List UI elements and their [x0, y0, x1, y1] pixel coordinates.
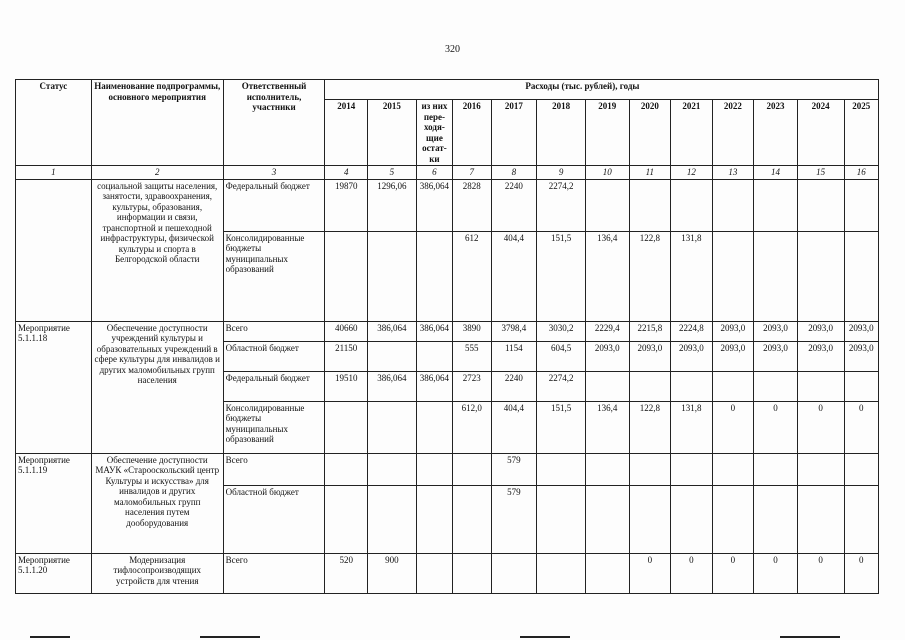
- header-responsible: Ответственный исполнитель, участники: [223, 80, 325, 166]
- value-cell: [491, 553, 537, 593]
- value-cell: [797, 453, 844, 485]
- value-cell: [844, 485, 879, 553]
- value-cell: [671, 453, 713, 485]
- value-cell: 2723: [453, 371, 491, 401]
- value-cell: 2274,2: [537, 371, 586, 401]
- value-cell: 579: [491, 485, 537, 553]
- value-cell: 21150: [325, 341, 368, 371]
- value-cell: [712, 179, 754, 231]
- year-header: 2020: [629, 100, 671, 166]
- column-number-row: [16, 166, 879, 180]
- year-header: 2019: [585, 100, 629, 166]
- value-cell: 0: [844, 553, 879, 593]
- value-cell: [671, 371, 713, 401]
- scan-artifact: [30, 636, 70, 638]
- header-status: Статус: [16, 80, 92, 166]
- value-cell: 386,064: [416, 321, 452, 341]
- value-cell: 2093,0: [712, 321, 754, 341]
- value-cell: [844, 371, 879, 401]
- value-cell: 0: [754, 401, 798, 453]
- responsible-cell: Всего: [223, 453, 325, 485]
- value-cell: 19870: [325, 179, 368, 231]
- value-cell: 404,4: [491, 231, 537, 321]
- expenses-table: [15, 79, 879, 594]
- value-cell: 555: [453, 341, 491, 371]
- value-cell: [537, 453, 586, 485]
- header-expenses: Расходы (тыс. рублей), годы: [325, 80, 879, 100]
- value-cell: 1296,06: [367, 179, 416, 231]
- value-cell: 386,064: [416, 179, 452, 231]
- value-cell: [712, 371, 754, 401]
- value-cell: 2093,0: [671, 341, 713, 371]
- value-cell: 3798,4: [491, 321, 537, 341]
- responsible-cell: Областной бюджет: [223, 341, 325, 371]
- scan-artifact: [520, 636, 570, 638]
- value-cell: [754, 231, 798, 321]
- value-cell: 0: [712, 401, 754, 453]
- column-number: 11: [629, 166, 671, 180]
- column-number: 3: [223, 166, 325, 180]
- value-cell: 2093,0: [712, 341, 754, 371]
- value-cell: 520: [325, 553, 368, 593]
- year-header: 2018: [537, 100, 586, 166]
- value-cell: 0: [754, 553, 798, 593]
- value-cell: [325, 453, 368, 485]
- value-cell: [844, 231, 879, 321]
- value-cell: [754, 179, 798, 231]
- value-cell: [585, 179, 629, 231]
- table-row: [16, 179, 879, 231]
- value-cell: [797, 485, 844, 553]
- value-cell: 1154: [491, 341, 537, 371]
- value-cell: 0: [629, 553, 671, 593]
- value-cell: 2093,0: [754, 341, 798, 371]
- column-number: 10: [585, 166, 629, 180]
- value-cell: [416, 231, 452, 321]
- value-cell: 612,0: [453, 401, 491, 453]
- responsible-cell: Федеральный бюджет: [223, 179, 325, 231]
- value-cell: [671, 485, 713, 553]
- column-number: 15: [797, 166, 844, 180]
- year-header: 2022: [712, 100, 754, 166]
- value-cell: 2215,8: [629, 321, 671, 341]
- header-name: Наименование подпрограммы, основного мероприятия: [91, 80, 223, 166]
- value-cell: [367, 401, 416, 453]
- value-cell: 122,8: [629, 231, 671, 321]
- column-number: 12: [671, 166, 713, 180]
- value-cell: 0: [844, 401, 879, 453]
- column-number: 14: [754, 166, 798, 180]
- responsible-cell: Областной бюджет: [223, 485, 325, 553]
- column-number: 8: [491, 166, 537, 180]
- value-cell: 2224,8: [671, 321, 713, 341]
- responsible-cell: Консолидированные бюджеты муниципальных образований: [223, 231, 325, 321]
- page-number: 320: [445, 44, 460, 55]
- year-header: 2016: [453, 100, 491, 166]
- value-cell: 131,8: [671, 401, 713, 453]
- year-header: 2017: [491, 100, 537, 166]
- value-cell: 2093,0: [844, 321, 879, 341]
- value-cell: 2828: [453, 179, 491, 231]
- value-cell: [416, 453, 452, 485]
- year-header: 2025: [844, 100, 879, 166]
- value-cell: [629, 485, 671, 553]
- value-cell: 19510: [325, 371, 368, 401]
- value-cell: [325, 401, 368, 453]
- table-row: [16, 553, 879, 593]
- value-cell: [416, 341, 452, 371]
- value-cell: [585, 453, 629, 485]
- value-cell: [537, 553, 586, 593]
- column-number: 4: [325, 166, 368, 180]
- value-cell: 2274,2: [537, 179, 586, 231]
- value-cell: 386,064: [367, 371, 416, 401]
- value-cell: [537, 485, 586, 553]
- activity-name-cell: Обеспечение доступности МАУК «Старооскольский центр Культуры и искусства» для инвалидов и других маломобильных групп населения путем дооборудования: [91, 453, 223, 553]
- value-cell: 2093,0: [844, 341, 879, 371]
- value-cell: 2093,0: [629, 341, 671, 371]
- value-cell: 0: [712, 553, 754, 593]
- value-cell: 151,5: [537, 401, 586, 453]
- value-cell: [797, 179, 844, 231]
- value-cell: 386,064: [367, 321, 416, 341]
- value-cell: [585, 553, 629, 593]
- value-cell: [453, 453, 491, 485]
- value-cell: 612: [453, 231, 491, 321]
- value-cell: [416, 553, 452, 593]
- value-cell: 2240: [491, 179, 537, 231]
- value-cell: [712, 453, 754, 485]
- value-cell: 900: [367, 553, 416, 593]
- column-number: 7: [453, 166, 491, 180]
- year-header: 2024: [797, 100, 844, 166]
- status-cell: [16, 179, 92, 321]
- column-number: 5: [367, 166, 416, 180]
- value-cell: [712, 231, 754, 321]
- value-cell: [367, 341, 416, 371]
- table-row: [16, 321, 879, 341]
- value-cell: 2093,0: [585, 341, 629, 371]
- responsible-cell: Консолидированные бюджеты муниципальных образований: [223, 401, 325, 453]
- activity-name-cell: Модернизация тифлосопроизводящих устройств для чтения: [91, 553, 223, 593]
- value-cell: 2093,0: [754, 321, 798, 341]
- scan-artifact: [780, 636, 840, 638]
- year-header: 2021: [671, 100, 713, 166]
- value-cell: [367, 453, 416, 485]
- value-cell: [325, 485, 368, 553]
- column-number: 6: [416, 166, 452, 180]
- value-cell: 579: [491, 453, 537, 485]
- value-cell: [367, 485, 416, 553]
- value-cell: 131,8: [671, 231, 713, 321]
- value-cell: 122,8: [629, 401, 671, 453]
- responsible-cell: Всего: [223, 553, 325, 593]
- value-cell: [844, 453, 879, 485]
- value-cell: [416, 401, 452, 453]
- activity-name-cell: социальной защиты населения, занятости, здравоохранения, культуры, образования, информации и связи, транспортной и пешеходной инфраструктуры, физической культуры и спорта в Белгородской области: [91, 179, 223, 321]
- year-header: 2014: [325, 100, 368, 166]
- column-number: 1: [16, 166, 92, 180]
- value-cell: 2093,0: [797, 341, 844, 371]
- table-row: [16, 453, 879, 485]
- value-cell: 3030,2: [537, 321, 586, 341]
- column-number: 13: [712, 166, 754, 180]
- value-cell: [671, 179, 713, 231]
- value-cell: [754, 485, 798, 553]
- value-cell: 136,4: [585, 231, 629, 321]
- value-cell: [629, 371, 671, 401]
- value-cell: [754, 371, 798, 401]
- value-cell: [585, 371, 629, 401]
- value-cell: [629, 453, 671, 485]
- value-cell: [325, 231, 368, 321]
- year-header: 2023: [754, 100, 798, 166]
- value-cell: [844, 179, 879, 231]
- activity-name-cell: Обеспечение доступности учреждений культуры и образовательных учреждений в сфере культуры для инвалидов и других маломобильных групп населения: [91, 321, 223, 453]
- value-cell: 0: [797, 553, 844, 593]
- value-cell: [754, 453, 798, 485]
- value-cell: [797, 231, 844, 321]
- status-cell: Мероприятие 5.1.1.18: [16, 321, 92, 453]
- value-cell: [797, 371, 844, 401]
- value-cell: 136,4: [585, 401, 629, 453]
- value-cell: 0: [671, 553, 713, 593]
- value-cell: [712, 485, 754, 553]
- value-cell: [585, 485, 629, 553]
- value-cell: [453, 553, 491, 593]
- value-cell: 3890: [453, 321, 491, 341]
- value-cell: [416, 485, 452, 553]
- value-cell: 2240: [491, 371, 537, 401]
- carryover-header: из них пере-ходя-щие остат-ки: [416, 100, 452, 166]
- value-cell: 0: [797, 401, 844, 453]
- value-cell: [367, 231, 416, 321]
- value-cell: 386,064: [416, 371, 452, 401]
- table-body: [16, 179, 879, 593]
- value-cell: 404,4: [491, 401, 537, 453]
- column-number: 16: [844, 166, 879, 180]
- value-cell: 40660: [325, 321, 368, 341]
- responsible-cell: Всего: [223, 321, 325, 341]
- column-number: 2: [91, 166, 223, 180]
- status-cell: Мероприятие 5.1.1.19: [16, 453, 92, 553]
- status-cell: Мероприятие 5.1.1.20: [16, 553, 92, 593]
- value-cell: 151,5: [537, 231, 586, 321]
- scan-artifact: [200, 636, 260, 638]
- value-cell: [629, 179, 671, 231]
- value-cell: [453, 485, 491, 553]
- responsible-cell: Федеральный бюджет: [223, 371, 325, 401]
- value-cell: 2093,0: [797, 321, 844, 341]
- value-cell: 604,5: [537, 341, 586, 371]
- value-cell: 2229,4: [585, 321, 629, 341]
- year-header: 2015: [367, 100, 416, 166]
- column-number: 9: [537, 166, 586, 180]
